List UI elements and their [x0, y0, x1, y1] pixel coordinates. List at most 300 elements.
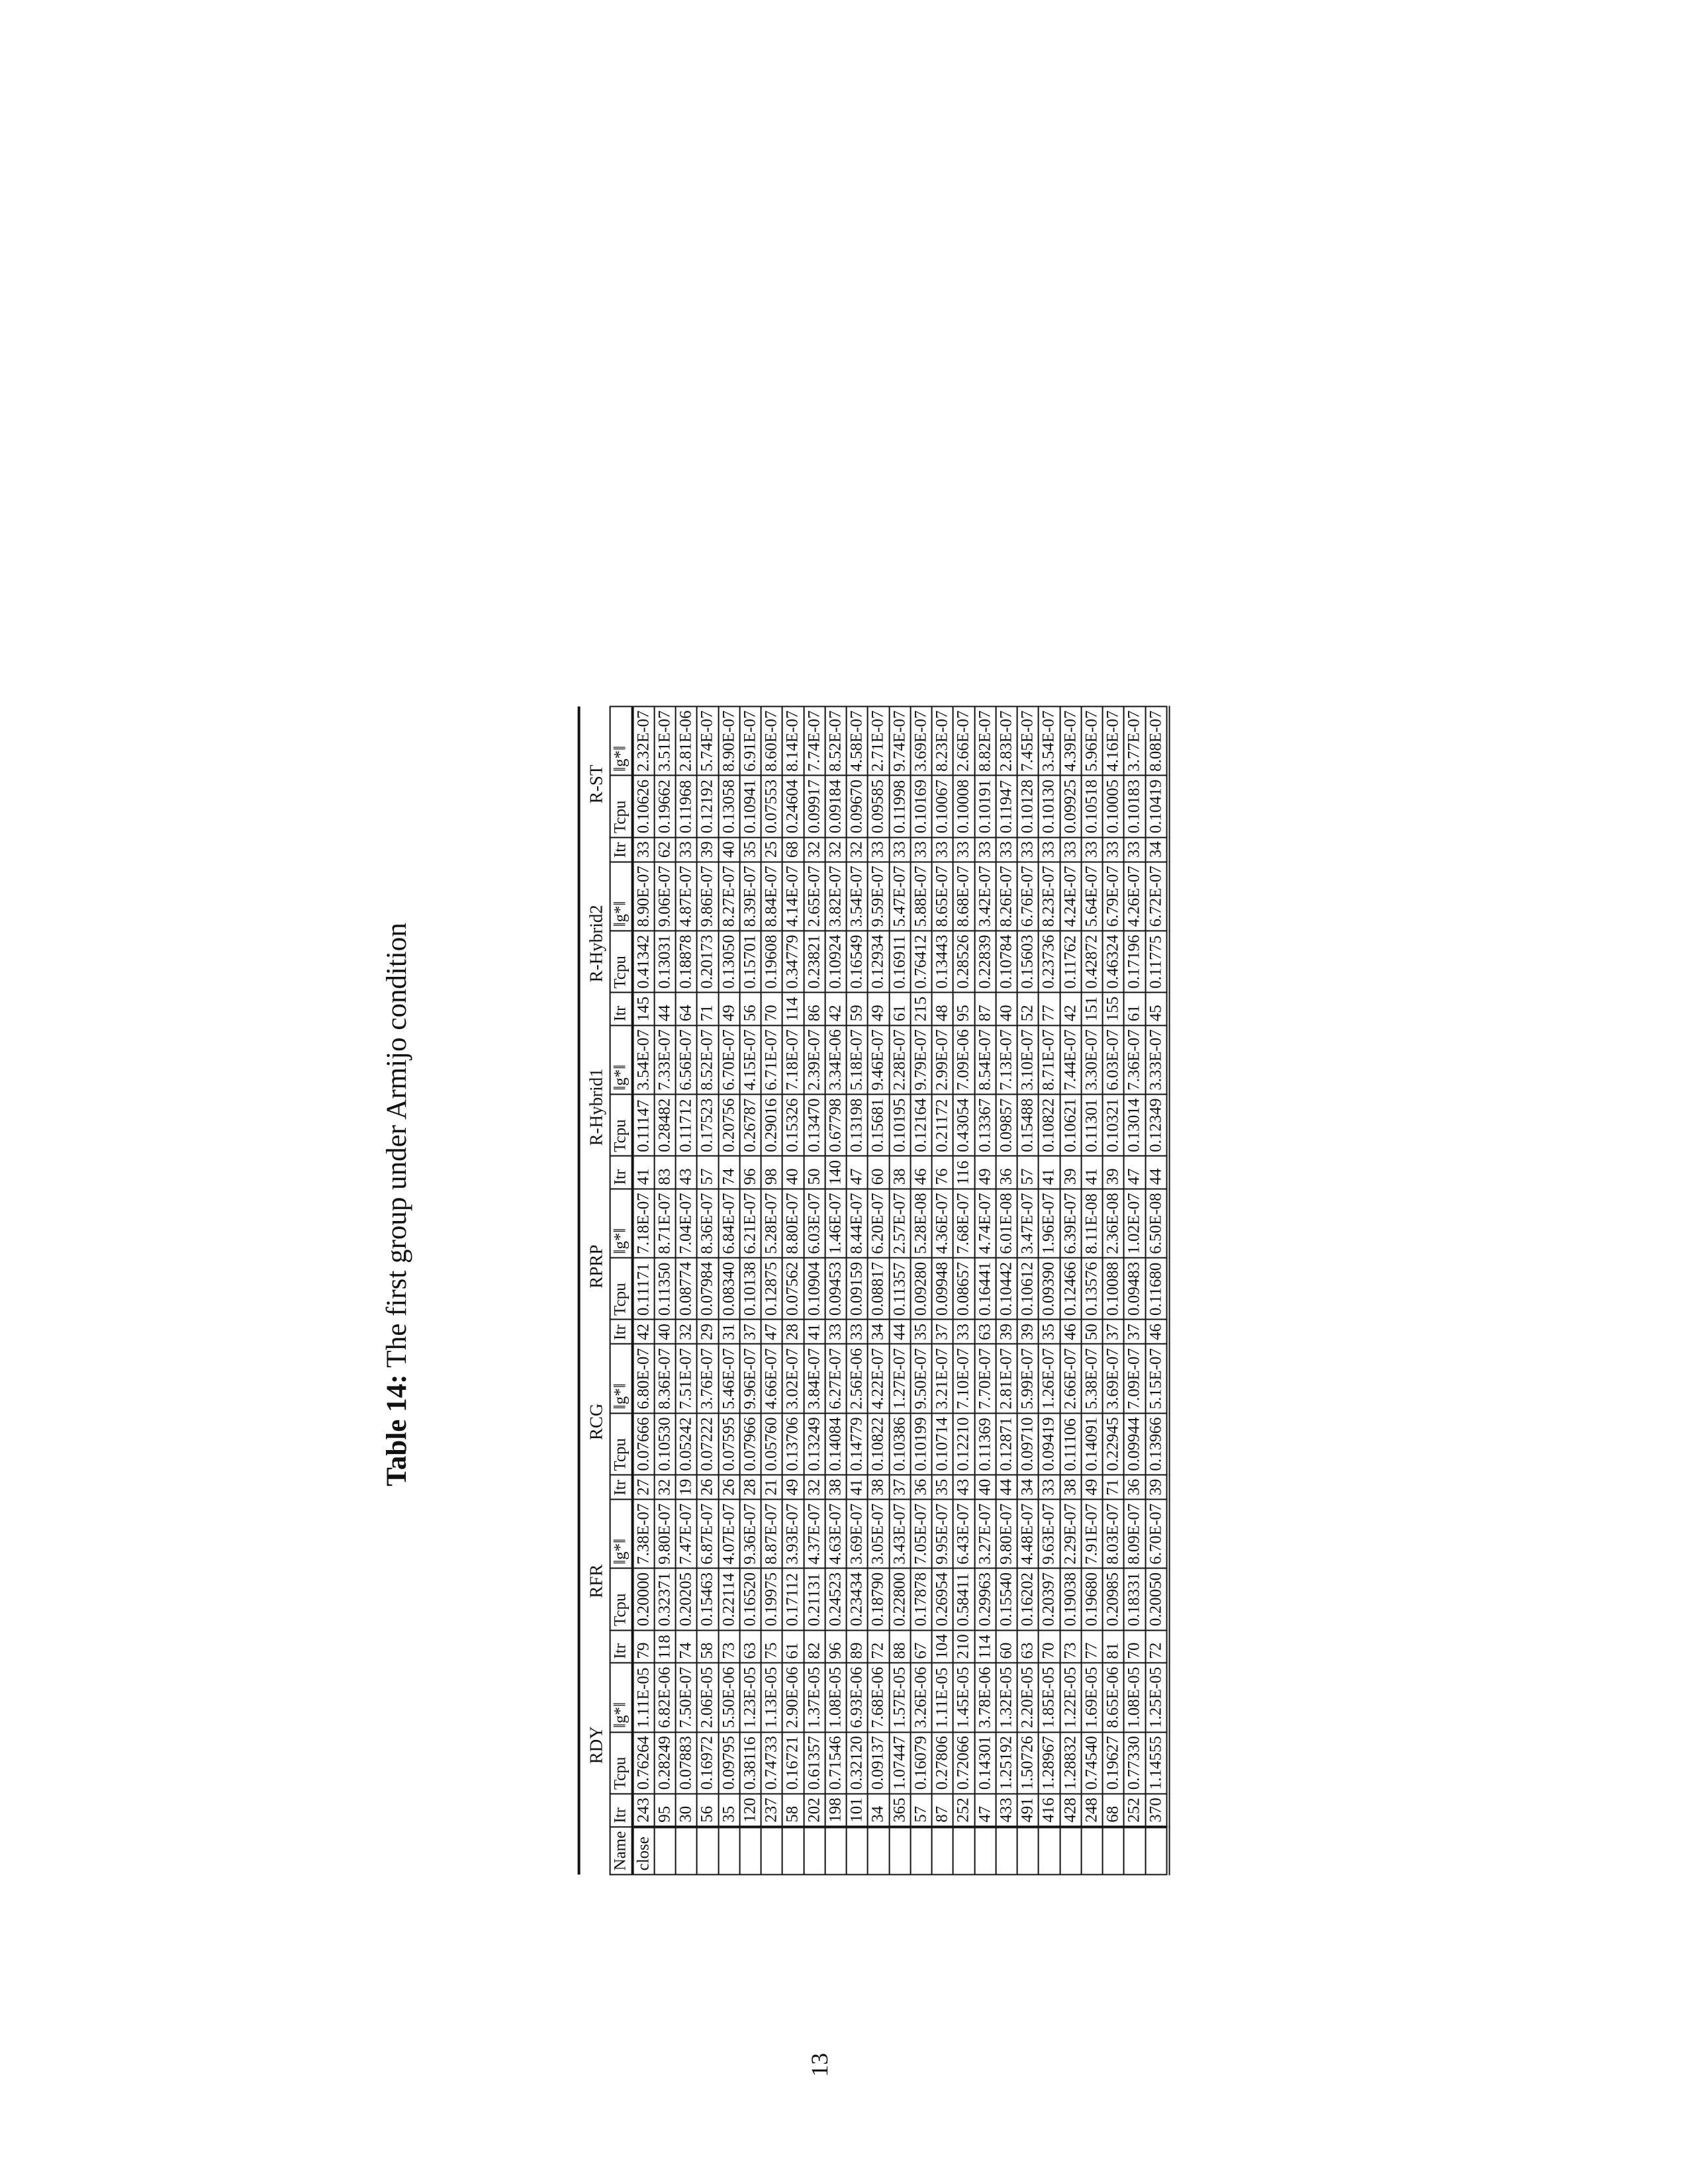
table-cell: 7.13E-07 [996, 1025, 1017, 1094]
table-cell: 0.19038 [1060, 1569, 1081, 1630]
table-cell: 0.28249 [654, 1732, 675, 1794]
table-cell: 7.33E-07 [654, 1025, 675, 1094]
table-row [910, 707, 931, 1875]
table-cell: 202 [804, 1794, 825, 1827]
table-cell: 35 [910, 1320, 931, 1344]
table-cell: 1.27E-07 [889, 1344, 910, 1413]
table-cell: 0.11147 [632, 1095, 654, 1156]
table-cell: 8.71E-07 [1039, 1025, 1060, 1094]
row-name-cell [932, 1827, 953, 1875]
table-cell: 2.99E-07 [932, 1025, 953, 1094]
table-cell: 44 [1145, 1156, 1168, 1189]
table-cell: 0.13058 [718, 776, 739, 837]
table-cell: 0.23736 [1039, 931, 1060, 992]
table-cell: 0.20000 [632, 1569, 654, 1630]
table-cell: 0.18790 [868, 1569, 889, 1630]
table-cell: 0.19680 [1081, 1569, 1102, 1630]
column-header: Itr [610, 1794, 632, 1827]
row-name-cell [847, 1827, 868, 1875]
table-cell: 0.11350 [654, 1258, 675, 1320]
table-cell: 6.03E-07 [1103, 1025, 1124, 1094]
table-cell: 39 [1103, 1156, 1124, 1189]
table-cell: 0.07984 [697, 1258, 718, 1320]
table-cell: 26 [718, 1475, 739, 1500]
table-cell: 2.20E-05 [1017, 1663, 1039, 1732]
table-cell: 0.26787 [739, 1095, 761, 1156]
group-header: R-Hybrid2 [579, 862, 610, 1025]
table-cell: 0.10130 [1039, 776, 1060, 837]
table-row [632, 707, 654, 1875]
table-cell: 52 [1017, 993, 1039, 1026]
table-cell: 0.20397 [1039, 1569, 1060, 1630]
table-cell: 6.21E-07 [739, 1189, 761, 1257]
table-cell: 0.10195 [889, 1095, 910, 1156]
column-header: Itr [610, 1320, 632, 1344]
table-cell: 48 [932, 993, 953, 1026]
table-cell: 0.28526 [953, 931, 974, 992]
table-cell: 0.10169 [910, 776, 931, 837]
table-cell: 30 [676, 1794, 697, 1827]
table-cell: 7.05E-07 [910, 1500, 931, 1569]
table-cell: 0.09419 [1039, 1413, 1060, 1475]
table-cell: 8.14E-07 [782, 707, 804, 776]
table-cell: 5.38E-07 [1081, 1344, 1102, 1413]
table-cell: 0.28482 [654, 1095, 675, 1156]
table-cell: 0.16202 [1017, 1569, 1039, 1630]
table-cell: 3.69E-07 [847, 1500, 868, 1569]
table-cell: 0.07883 [676, 1732, 697, 1794]
table-cell: 9.74E-07 [889, 707, 910, 776]
table-row [996, 707, 1017, 1875]
table-cell: 28 [739, 1475, 761, 1500]
table-cell: 1.11E-05 [932, 1663, 953, 1732]
table-cell: 2.81E-07 [996, 1344, 1017, 1413]
table-cell: 9.46E-07 [868, 1025, 889, 1094]
table-cell: 60 [996, 1630, 1017, 1663]
table-cell: 3.33E-07 [1145, 1025, 1168, 1094]
table-cell: 6.72E-07 [1145, 862, 1168, 931]
column-header: ‖g*‖ [610, 1025, 632, 1094]
table-row [953, 707, 974, 1875]
table-cell: 8.23E-07 [1039, 862, 1060, 931]
table-cell: 33 [1081, 837, 1102, 862]
table-cell: 0.14779 [847, 1413, 868, 1475]
table-cell: 0.10005 [1103, 776, 1124, 837]
table-cell: 35 [739, 837, 761, 862]
group-header: R-ST [579, 707, 610, 862]
table-cell: 32 [804, 837, 825, 862]
table-cell: 0.32371 [654, 1569, 675, 1630]
table-cell: 68 [782, 837, 804, 862]
table-cell: 0.10128 [1017, 776, 1039, 837]
table-cell: 1.28832 [1060, 1732, 1081, 1794]
table-cell: 0.18878 [676, 931, 697, 992]
table-cell: 151 [1081, 993, 1102, 1026]
table-cell: 45 [1145, 993, 1168, 1026]
table-cell: 38 [868, 1475, 889, 1500]
table-cell: 43 [676, 1156, 697, 1189]
table-cell: 8.11E-08 [1081, 1189, 1102, 1257]
row-name-cell [1060, 1827, 1081, 1875]
table-cell: 0.22945 [1103, 1413, 1124, 1475]
table-cell: 0.14091 [1081, 1413, 1102, 1475]
table-cell: 32 [847, 837, 868, 862]
table-cell: 70 [1039, 1630, 1060, 1663]
table-cell: 33 [974, 837, 996, 862]
table-cell: 40 [718, 837, 739, 862]
column-header: ‖g*‖ [610, 862, 632, 931]
table-cell: 6.87E-07 [697, 1500, 718, 1569]
table-cell: 34 [868, 1320, 889, 1344]
table-cell: 42 [632, 1320, 654, 1344]
table-cell: 5.28E-07 [761, 1189, 782, 1257]
table-cell: 8.52E-07 [697, 1025, 718, 1094]
row-name-cell [953, 1827, 974, 1875]
table-cell: 7.68E-06 [868, 1663, 889, 1732]
table-cell: 44 [654, 993, 675, 1026]
table-cell: 0.13050 [718, 931, 739, 992]
table-cell: 33 [847, 1320, 868, 1344]
table-cell: 0.11301 [1081, 1095, 1102, 1156]
table-cell: 2.71E-07 [868, 707, 889, 776]
table-cell: 35 [932, 1475, 953, 1500]
table-cell: 0.20205 [676, 1569, 697, 1630]
table-row [1145, 707, 1168, 1875]
table-cell: 2.81E-06 [676, 707, 697, 776]
table-cell: 145 [632, 993, 654, 1026]
table-cell: 50 [804, 1156, 825, 1189]
table-cell: 0.74540 [1081, 1732, 1102, 1794]
table-cell: 82 [804, 1630, 825, 1663]
table-cell: 1.45E-05 [953, 1663, 974, 1732]
table-cell: 116 [953, 1156, 974, 1189]
table-cell: 39 [1145, 1475, 1168, 1500]
table-cell: 83 [654, 1156, 675, 1189]
row-name-cell [1145, 1827, 1168, 1875]
table-cell: 0.09925 [1060, 776, 1081, 837]
table-cell: 39 [697, 837, 718, 862]
table-row [1124, 707, 1145, 1875]
table-cell: 73 [1060, 1630, 1081, 1663]
table-cell: 26 [697, 1475, 718, 1500]
table-cell: 33 [1124, 837, 1145, 862]
table-cell: 0.10183 [1124, 776, 1145, 837]
table-cell: 57 [910, 1794, 931, 1827]
table-cell: 7.91E-07 [1081, 1500, 1102, 1569]
table-cell: 252 [953, 1794, 974, 1827]
table-cell: 67 [910, 1630, 931, 1663]
table-cell: 1.22E-05 [1060, 1663, 1081, 1732]
table-cell: 62 [654, 837, 675, 862]
table-cell: 0.13706 [782, 1413, 804, 1475]
table-cell: 33 [1039, 1475, 1060, 1500]
table-cell: 38 [889, 1156, 910, 1189]
table-cell: 6.80E-07 [632, 1344, 654, 1413]
table-cell: 0.10518 [1081, 776, 1102, 837]
table-row [1060, 707, 1081, 1875]
table-cell: 0.08817 [868, 1258, 889, 1320]
table-cell: 49 [974, 1156, 996, 1189]
table-cell: 4.74E-07 [974, 1189, 996, 1257]
table-cell: 2.28E-07 [889, 1025, 910, 1094]
table-cell: 71 [1103, 1475, 1124, 1500]
table-cell: 1.37E-05 [804, 1663, 825, 1732]
table-cell: 0.15326 [782, 1095, 804, 1156]
row-name-cell [1081, 1827, 1102, 1875]
table-cell: 0.10067 [932, 776, 953, 837]
table-cell: 60 [868, 1156, 889, 1189]
table-cell: 95 [654, 1794, 675, 1827]
column-header: ‖g*‖ [610, 1500, 632, 1569]
table-cell: 4.07E-07 [718, 1500, 739, 1569]
table-cell: 4.16E-07 [1103, 707, 1124, 776]
table-cell: 0.20985 [1103, 1569, 1124, 1630]
table-cell: 0.43054 [953, 1095, 974, 1156]
table-cell: 370 [1145, 1794, 1168, 1827]
table-cell: 243 [632, 1794, 654, 1827]
table-cell: 57 [697, 1156, 718, 1189]
table-cell: 47 [974, 1794, 996, 1827]
table-cell: 0.13443 [932, 931, 953, 992]
table-cell: 6.39E-07 [1060, 1189, 1081, 1257]
row-name-cell [1124, 1827, 1145, 1875]
table-row [782, 707, 804, 1875]
table-cell: 248 [1081, 1794, 1102, 1827]
table-cell: 3.82E-07 [825, 862, 846, 931]
table-cell: 0.08657 [953, 1258, 974, 1320]
table-cell: 3.77E-07 [1124, 707, 1145, 776]
table-cell: 19 [676, 1475, 697, 1500]
table-cell: 61 [782, 1630, 804, 1663]
column-header: Itr [610, 1630, 632, 1663]
table-cell: 0.07553 [761, 776, 782, 837]
table-cell: 1.26E-07 [1039, 1344, 1060, 1413]
table-cell: 155 [1103, 993, 1124, 1026]
table-cell: 32 [654, 1475, 675, 1500]
table-cell: 3.84E-07 [804, 1344, 825, 1413]
table-cell: 8.68E-07 [953, 862, 974, 931]
table-cell: 0.10138 [739, 1258, 761, 1320]
table-cell: 3.42E-07 [974, 862, 996, 931]
table-cell: 39 [1060, 1156, 1081, 1189]
table-cell: 0.07222 [697, 1413, 718, 1475]
table-cell: 0.08340 [718, 1258, 739, 1320]
table-cell: 0.10191 [974, 776, 996, 837]
table-cell: 8.52E-07 [825, 707, 846, 776]
row-name-cell [676, 1827, 697, 1875]
table-cell: 8.65E-07 [932, 862, 953, 931]
table-cell: 9.96E-07 [739, 1344, 761, 1413]
table-cell: 6.71E-07 [761, 1025, 782, 1094]
table-cell: 0.29963 [974, 1569, 996, 1630]
table-cell: 0.29016 [761, 1095, 782, 1156]
table-cell: 5.15E-07 [1145, 1344, 1168, 1413]
table-cell: 2.57E-07 [889, 1189, 910, 1257]
table-cell: 1.25E-05 [1145, 1663, 1168, 1732]
table-cell: 114 [782, 993, 804, 1026]
table-cell: 0.67798 [825, 1095, 846, 1156]
table-cell: 32 [676, 1320, 697, 1344]
column-header: Tcpu [610, 776, 632, 837]
table-cell: 9.80E-07 [654, 1500, 675, 1569]
table-cell: 74 [676, 1630, 697, 1663]
table-cell: 79 [632, 1630, 654, 1663]
table-cell: 50 [1081, 1320, 1102, 1344]
table-cell: 33 [996, 837, 1017, 862]
table-cell: 491 [1017, 1794, 1039, 1827]
table-cell: 0.12349 [1145, 1095, 1168, 1156]
table-cell: 3.02E-07 [782, 1344, 804, 1413]
table-cell: 9.36E-07 [739, 1500, 761, 1569]
table-cell: 8.90E-07 [632, 862, 654, 931]
table-cell: 70 [1124, 1630, 1145, 1663]
table-cell: 56 [697, 1794, 718, 1827]
table-cell: 1.69E-05 [1081, 1663, 1102, 1732]
table-cell: 46 [1145, 1320, 1168, 1344]
table-cell: 237 [761, 1794, 782, 1827]
table-cell: 428 [1060, 1794, 1081, 1827]
table-cell: 37 [1103, 1320, 1124, 1344]
row-name-cell [1039, 1827, 1060, 1875]
table-cell: 1.14555 [1145, 1732, 1168, 1794]
table-cell: 63 [739, 1630, 761, 1663]
table-cell: 0.12192 [697, 776, 718, 837]
table-cell: 6.50E-08 [1145, 1189, 1168, 1257]
table-cell: 29 [697, 1320, 718, 1344]
table-cell: 7.18E-07 [782, 1025, 804, 1094]
table-cell: 2.66E-07 [953, 707, 974, 776]
table-cell: 0.05242 [676, 1413, 697, 1475]
table-cell: 101 [847, 1794, 868, 1827]
table-cell: 7.47E-07 [676, 1500, 697, 1569]
table-cell: 36 [910, 1475, 931, 1500]
table-cell: 0.11106 [1060, 1413, 1081, 1475]
column-header: ‖g*‖ [610, 1344, 632, 1413]
column-header: ‖g*‖ [610, 707, 632, 776]
table-cell: 44 [889, 1320, 910, 1344]
table-cell: 61 [1124, 993, 1145, 1026]
table-cell: 0.10714 [932, 1413, 953, 1475]
table-cell: 34 [1017, 1475, 1039, 1500]
table-cell: 114 [974, 1630, 996, 1663]
table-cell: 5.47E-07 [889, 862, 910, 931]
table-cell: 0.09944 [1124, 1413, 1145, 1475]
table-cell: 33 [910, 837, 931, 862]
table-cell: 8.82E-07 [974, 707, 996, 776]
table-cell: 7.04E-07 [676, 1189, 697, 1257]
table-cell: 2.56E-06 [847, 1344, 868, 1413]
row-name-cell [974, 1827, 996, 1875]
column-header: Tcpu [610, 1258, 632, 1320]
table-cell: 1.08E-05 [825, 1663, 846, 1732]
table-row [868, 707, 889, 1875]
table-cell: 0.09483 [1124, 1258, 1145, 1320]
table-cell: 120 [739, 1794, 761, 1827]
table-cell: 43 [953, 1475, 974, 1500]
table-cell: 6.93E-06 [847, 1663, 868, 1732]
table-cell: 32 [825, 837, 846, 862]
table-cell: 33 [868, 837, 889, 862]
table-cell: 0.22800 [889, 1569, 910, 1630]
column-header: Itr [610, 993, 632, 1026]
table-cell: 365 [889, 1794, 910, 1827]
row-name-cell [782, 1827, 804, 1875]
column-header: Itr [610, 1156, 632, 1189]
table-cell: 0.09857 [996, 1095, 1017, 1156]
table-cell: 7.50E-07 [676, 1663, 697, 1732]
row-name-cell [654, 1827, 675, 1875]
table-cell: 0.46324 [1103, 931, 1124, 992]
table-cell: 42 [1060, 993, 1081, 1026]
table-cell: 40 [782, 1156, 804, 1189]
table-cell: 0.38116 [739, 1732, 761, 1794]
table-cell: 33 [1039, 837, 1060, 862]
table-cell: 44 [996, 1475, 1017, 1500]
row-name-cell [868, 1827, 889, 1875]
table-cell: 3.69E-07 [1103, 1344, 1124, 1413]
table-cell: 33 [953, 837, 974, 862]
table-cell: 0.76264 [632, 1732, 654, 1794]
table-cell: 7.68E-07 [953, 1189, 974, 1257]
table-cell: 0.10924 [825, 931, 846, 992]
table-cell: 0.11680 [1145, 1258, 1168, 1320]
table-cell: 3.30E-07 [1081, 1025, 1102, 1094]
table-cell: 8.08E-07 [1145, 707, 1168, 776]
table-cell: 4.58E-07 [847, 707, 868, 776]
table-cell: 61 [889, 993, 910, 1026]
table-cell: 33 [825, 1320, 846, 1344]
table-cell: 76 [932, 1156, 953, 1189]
table-cell: 0.09184 [825, 776, 846, 837]
table-cell: 5.88E-07 [910, 862, 931, 931]
table-cell: 2.65E-07 [804, 862, 825, 931]
table-cell: 1.50726 [1017, 1732, 1039, 1794]
table-cell: 0.08774 [676, 1258, 697, 1320]
table-cell: 88 [889, 1630, 910, 1663]
table-cell: 33 [1103, 837, 1124, 862]
row-name-cell [996, 1827, 1017, 1875]
table-cell: 37 [932, 1320, 953, 1344]
column-header: Tcpu [610, 1732, 632, 1794]
table-cell: 6.70E-07 [718, 1025, 739, 1094]
table-cell: 5.18E-07 [847, 1025, 868, 1094]
table-cell: 33 [953, 1320, 974, 1344]
table-cell: 3.69E-07 [910, 707, 931, 776]
table-cell: 59 [847, 993, 868, 1026]
table-cell: 5.46E-07 [718, 1344, 739, 1413]
table-cell: 58 [697, 1630, 718, 1663]
table-body [632, 707, 1168, 1875]
table-cell: 4.37E-07 [804, 1500, 825, 1569]
table-cell: 7.45E-07 [1017, 707, 1039, 776]
table-cell: 9.95E-07 [932, 1500, 953, 1569]
column-header: Tcpu [610, 1569, 632, 1630]
table-cell: 0.76412 [910, 931, 931, 992]
group-header-row [579, 707, 610, 1875]
table-cell: 46 [1060, 1320, 1081, 1344]
table-row [1103, 707, 1124, 1875]
table-cell: 40 [996, 993, 1017, 1026]
table-cell: 8.27E-07 [718, 862, 739, 931]
table-cell: 4.87E-07 [676, 862, 697, 931]
table-cell: 9.50E-07 [910, 1344, 931, 1413]
table-cell: 8.09E-07 [1124, 1500, 1145, 1569]
table-cell: 0.11947 [996, 776, 1017, 837]
table-row [889, 707, 910, 1875]
table-cell: 0.22839 [974, 931, 996, 992]
table-cell: 9.86E-07 [697, 862, 718, 931]
table-cell: 6.20E-07 [868, 1189, 889, 1257]
